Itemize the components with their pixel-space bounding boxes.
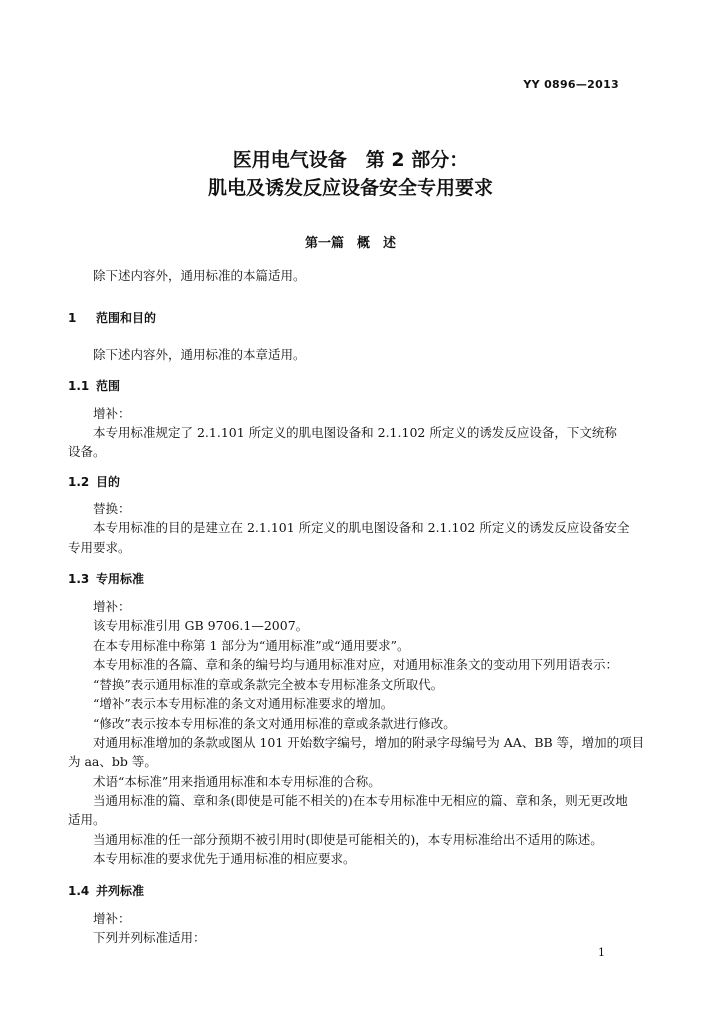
section-number: 1 bbox=[68, 311, 77, 325]
paragraph-line: 下列并列标准适用： bbox=[93, 930, 206, 945]
paragraph-line: 增补： bbox=[93, 406, 131, 421]
paragraph-line: “替换”表示通用标准的章或条款完全被本专用标准条文所取代。 bbox=[93, 677, 444, 692]
section-title: 专用标准 bbox=[96, 572, 145, 586]
section-1-1-heading bbox=[68, 377, 120, 394]
section-1-text: 除下述内容外，通用标准的本章适用。 bbox=[93, 347, 306, 362]
paragraph-line: 本专用标准的各篇、章和条的编号均与通用标准对应，对通用标准条文的变动用下列用语表示： bbox=[93, 657, 619, 672]
paragraph-line: “增补”表示本专用标准的条文对通用标准要求的增加。 bbox=[93, 696, 394, 711]
paragraph-line: 该专用标准引用 GB 9706.1—2007。 bbox=[93, 618, 309, 633]
document-title-line-2: 肌电及诱发反应设备安全专用要求 bbox=[207, 177, 493, 199]
paragraph-line: 适用。 bbox=[68, 812, 106, 827]
section-1-3-heading bbox=[68, 570, 144, 587]
section-1-2-heading bbox=[68, 473, 120, 490]
section-number: 1.3 bbox=[68, 572, 90, 586]
page-number: 1 bbox=[598, 946, 605, 959]
part-heading: 第一篇 概 述 bbox=[304, 236, 396, 251]
section-title: 范围 bbox=[96, 379, 121, 393]
section-title: 并列标准 bbox=[96, 884, 145, 898]
paragraph-line: 为 aa、bb 等。 bbox=[68, 754, 157, 769]
section-1-4-heading bbox=[68, 882, 144, 899]
paragraph-line: 当通用标准的任一部分预期不被引用时(即使是可能相关的)，本专用标准给出不适用的陈述。 bbox=[93, 832, 603, 847]
standard-code: YY 0896—2013 bbox=[523, 78, 619, 91]
section-title: 范围和目的 bbox=[96, 311, 157, 325]
paragraph-line: 在本专用标准中称第 1 部分为“通用标准”或“通用要求”。 bbox=[93, 638, 410, 653]
document-title-line-1: 医用电气设备 第 2 部分： bbox=[232, 149, 469, 171]
section-title: 目的 bbox=[96, 475, 121, 489]
section-number: 1.4 bbox=[68, 884, 90, 898]
section-number: 1.2 bbox=[68, 475, 90, 489]
paragraph-line: 本专用标准的要求优先于通用标准的相应要求。 bbox=[93, 851, 356, 866]
paragraph-line: 对通用标准增加的条款或图从 101 开始数字编号，增加的附录字母编号为 AA、BB 等，增加的项目 bbox=[93, 735, 645, 750]
paragraph-line: 术语“本标准”用来指通用标准和本专用标准的合称。 bbox=[93, 774, 381, 789]
paragraph-line: 设备。 bbox=[68, 444, 106, 459]
paragraph-line: 本专用标准的目的是建立在 2.1.101 所定义的肌电图设备和 2.1.102 所定义的诱发反应设备安全 bbox=[93, 520, 630, 535]
paragraph-line: “修改”表示按本专用标准的条文对通用标准的章或条款进行修改。 bbox=[93, 716, 456, 731]
section-1-heading bbox=[68, 309, 156, 326]
paragraph-line: 替换： bbox=[93, 501, 131, 516]
paragraph-line: 专用要求。 bbox=[68, 540, 131, 555]
paragraph-line: 本专用标准规定了 2.1.101 所定义的肌电图设备和 2.1.102 所定义的诱发反应设备，下文统称 bbox=[93, 425, 617, 440]
intro-paragraph: 除下述内容外，通用标准的本篇适用。 bbox=[93, 268, 306, 283]
paragraph-line: 当通用标准的篇、章和条(即使是可能不相关的)在本专用标准中无相应的篇、章和条，则无更改地 bbox=[93, 793, 628, 808]
paragraph-line: 增补： bbox=[93, 599, 131, 614]
section-number: 1.1 bbox=[68, 379, 90, 393]
paragraph-line: 增补： bbox=[93, 911, 131, 926]
